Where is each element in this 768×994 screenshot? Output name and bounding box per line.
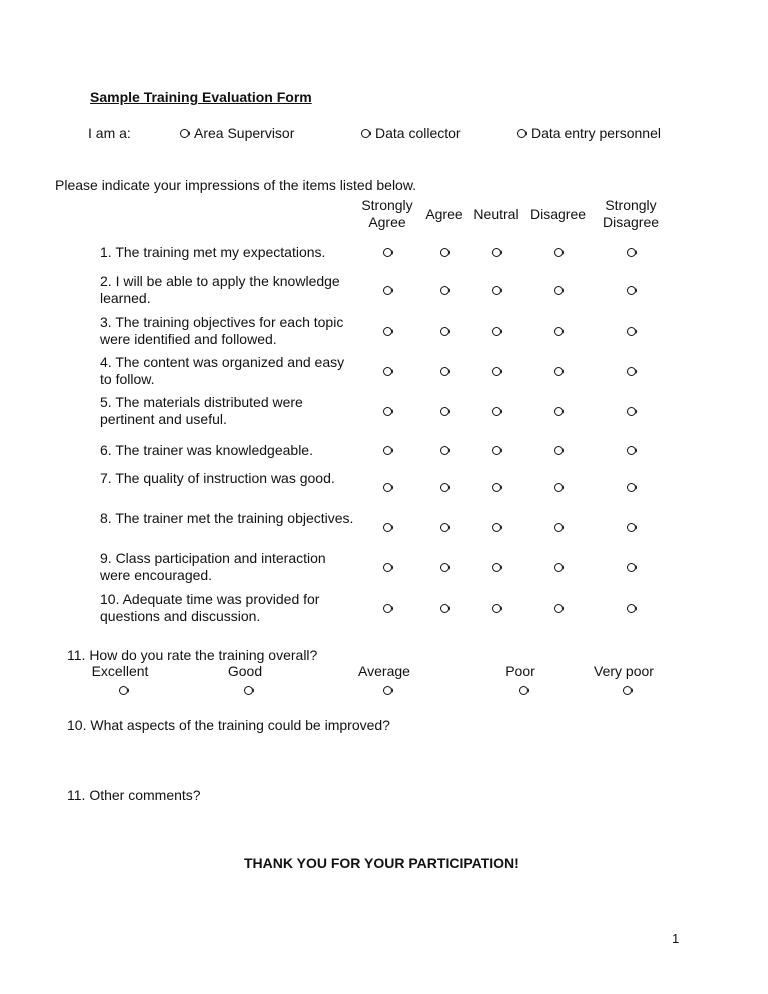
radio-circle-icon (492, 327, 501, 336)
radio-circle-icon (383, 407, 392, 416)
radio-circle-icon (383, 483, 392, 492)
radio-circle-icon (440, 248, 449, 257)
radio-circle-icon (627, 446, 636, 455)
question-text: 1. The training met my expectations. (100, 244, 326, 260)
overall-option-label: Very poor (594, 663, 654, 679)
radio-circle-icon (244, 686, 253, 695)
rating-radio[interactable] (436, 403, 452, 419)
radio-circle-icon (492, 286, 501, 295)
radio-circle-icon (492, 523, 501, 532)
radio-circle-icon (440, 407, 449, 416)
radio-circle-icon (554, 367, 563, 376)
radio-circle-icon (383, 604, 392, 613)
rating-radio[interactable] (550, 403, 566, 419)
question-text: 4. The content was organized and easy to follow. (100, 354, 345, 387)
radio-circle-icon (627, 604, 636, 613)
question-text: 3. The training objectives for each topic were identified and followed. (100, 314, 344, 347)
radio-circle-icon (627, 248, 636, 257)
radio-circle-icon (627, 367, 636, 376)
rating-radio[interactable] (623, 442, 639, 458)
radio-circle-icon (554, 327, 563, 336)
radio-circle-icon (440, 367, 449, 376)
instructions: Please indicate your impressions of the items listed below. (55, 177, 417, 193)
rating-radio[interactable] (488, 442, 504, 458)
header-line: Agree (368, 214, 406, 230)
rating-radio[interactable] (623, 600, 639, 616)
rating-radio[interactable] (550, 600, 566, 616)
rating-radio[interactable] (623, 363, 639, 379)
overall-question: 11. How do you rate the training overall? (67, 647, 318, 663)
rating-radio[interactable] (550, 323, 566, 339)
role-label: I am a: (88, 125, 131, 141)
rating-radio[interactable] (379, 363, 395, 379)
radio-circle-icon (383, 286, 392, 295)
overall-rating-radio[interactable] (240, 682, 256, 698)
role-option-data-entry-personnel[interactable] (517, 125, 661, 141)
question-text: 5. The materials distributed were pertinent and useful. (100, 394, 303, 427)
question-text: 9. Class participation and interaction were encouraged. (100, 550, 326, 583)
rating-radio[interactable] (436, 282, 452, 298)
radio-circle-icon (492, 248, 501, 257)
rating-radio[interactable] (436, 600, 452, 616)
rating-radio[interactable] (488, 479, 504, 495)
question-text: 7. The quality of instruction was good. (100, 470, 335, 486)
rating-radio[interactable] (436, 363, 452, 379)
role-option-area-supervisor[interactable] (180, 125, 294, 141)
overall-option-label: Excellent (91, 663, 149, 679)
radio-circle-icon (119, 686, 128, 695)
radio-circle-icon (383, 327, 392, 336)
radio-circle-icon (383, 367, 392, 376)
rating-radio[interactable] (436, 244, 452, 260)
rating-radio[interactable] (550, 282, 566, 298)
rating-radio[interactable] (623, 403, 639, 419)
rating-radio[interactable] (623, 282, 639, 298)
radio-circle-icon (383, 446, 392, 455)
radio-circle-icon (361, 129, 370, 138)
rating-radio[interactable] (379, 559, 395, 575)
page-number: 1 (672, 931, 680, 946)
radio-circle-icon (492, 446, 501, 455)
overall-option-label: Average (358, 663, 410, 679)
rating-radio[interactable] (623, 559, 639, 575)
question-text: 10. Adequate time was provided for questions and discussion. (100, 591, 320, 624)
rating-radio[interactable] (550, 244, 566, 260)
question-text: 8. The trainer met the training objectives. (100, 510, 354, 526)
radio-circle-icon (554, 483, 563, 492)
radio-circle-icon (492, 563, 501, 572)
role-option-label: Data entry personnel (531, 125, 661, 141)
rating-radio[interactable] (623, 479, 639, 495)
rating-radio[interactable] (379, 323, 395, 339)
rating-radio[interactable] (436, 442, 452, 458)
radio-circle-icon (554, 248, 563, 257)
radio-circle-icon (623, 686, 632, 695)
rating-radio[interactable] (550, 363, 566, 379)
radio-circle-icon (383, 248, 392, 257)
radio-circle-icon (492, 367, 501, 376)
rating-radio[interactable] (436, 323, 452, 339)
radio-circle-icon (180, 129, 189, 138)
radio-circle-icon (492, 604, 501, 613)
comments-question: 11. Other comments? (67, 787, 201, 803)
radio-circle-icon (492, 407, 501, 416)
header-agree: Agree (425, 206, 463, 222)
radio-circle-icon (554, 604, 563, 613)
overall-option-label: Good (227, 663, 263, 679)
header-strongly-agree (352, 197, 422, 231)
overall-rating-radio[interactable] (115, 682, 131, 698)
radio-circle-icon (440, 523, 449, 532)
rating-radio[interactable] (379, 282, 395, 298)
rating-radio[interactable] (379, 403, 395, 419)
header-line: Strongly (361, 197, 413, 213)
radio-circle-icon (383, 523, 392, 532)
rating-radio[interactable] (550, 559, 566, 575)
radio-circle-icon (440, 446, 449, 455)
rating-radio[interactable] (488, 559, 504, 575)
rating-radio[interactable] (436, 479, 452, 495)
radio-circle-icon (383, 563, 392, 572)
radio-circle-icon (627, 523, 636, 532)
radio-circle-icon (519, 686, 528, 695)
radio-circle-icon (554, 446, 563, 455)
radio-circle-icon (627, 407, 636, 416)
rating-radio[interactable] (623, 519, 639, 535)
rating-radio[interactable] (379, 442, 395, 458)
radio-circle-icon (554, 286, 563, 295)
rating-radio[interactable] (436, 559, 452, 575)
rating-radio[interactable] (488, 323, 504, 339)
overall-rating-radio[interactable] (619, 682, 635, 698)
rating-radio[interactable] (623, 323, 639, 339)
rating-radio[interactable] (550, 442, 566, 458)
rating-radio[interactable] (379, 519, 395, 535)
radio-circle-icon (440, 286, 449, 295)
rating-radio[interactable] (488, 244, 504, 260)
header-line: Disagree (602, 214, 660, 230)
radio-circle-icon (440, 327, 449, 336)
rating-radio[interactable] (488, 403, 504, 419)
role-option-data-collector[interactable] (361, 125, 461, 141)
rating-radio[interactable] (623, 244, 639, 260)
radio-circle-icon (554, 563, 563, 572)
improve-question: 10. What aspects of the training could be improved? (67, 717, 390, 733)
rating-radio[interactable] (436, 519, 452, 535)
radio-circle-icon (627, 483, 636, 492)
header-line: Strongly (605, 197, 657, 213)
rating-radio[interactable] (488, 519, 504, 535)
rating-radio[interactable] (550, 479, 566, 495)
question-text: 2. I will be able to apply the knowledge learned. (100, 273, 340, 306)
rating-radio[interactable] (488, 600, 504, 616)
radio-circle-icon (554, 407, 563, 416)
overall-rating-radio[interactable] (379, 682, 395, 698)
thank-you-message: THANK YOU FOR YOUR PARTICIPATION! (244, 855, 519, 871)
rating-radio[interactable] (379, 244, 395, 260)
radio-circle-icon (440, 563, 449, 572)
radio-circle-icon (440, 483, 449, 492)
role-option-label: Data collector (375, 125, 461, 141)
radio-circle-icon (627, 327, 636, 336)
radio-circle-icon (554, 523, 563, 532)
radio-circle-icon (517, 129, 526, 138)
header-disagree: Disagree (529, 206, 587, 222)
overall-rating-radio[interactable] (515, 682, 531, 698)
form-title: Sample Training Evaluation Form (90, 89, 312, 105)
header-neutral: Neutral (473, 206, 519, 222)
radio-circle-icon (492, 483, 501, 492)
rating-radio[interactable] (550, 519, 566, 535)
rating-radio[interactable] (488, 363, 504, 379)
overall-option-label: Poor (505, 663, 535, 679)
rating-radio[interactable] (379, 479, 395, 495)
rating-radio[interactable] (488, 282, 504, 298)
rating-radio[interactable] (379, 600, 395, 616)
radio-circle-icon (627, 563, 636, 572)
radio-circle-icon (627, 286, 636, 295)
header-strongly-disagree (593, 197, 669, 231)
question-text: 6. The trainer was knowledgeable. (100, 442, 313, 458)
radio-circle-icon (383, 686, 392, 695)
role-option-label: Area Supervisor (194, 125, 295, 141)
radio-circle-icon (440, 604, 449, 613)
